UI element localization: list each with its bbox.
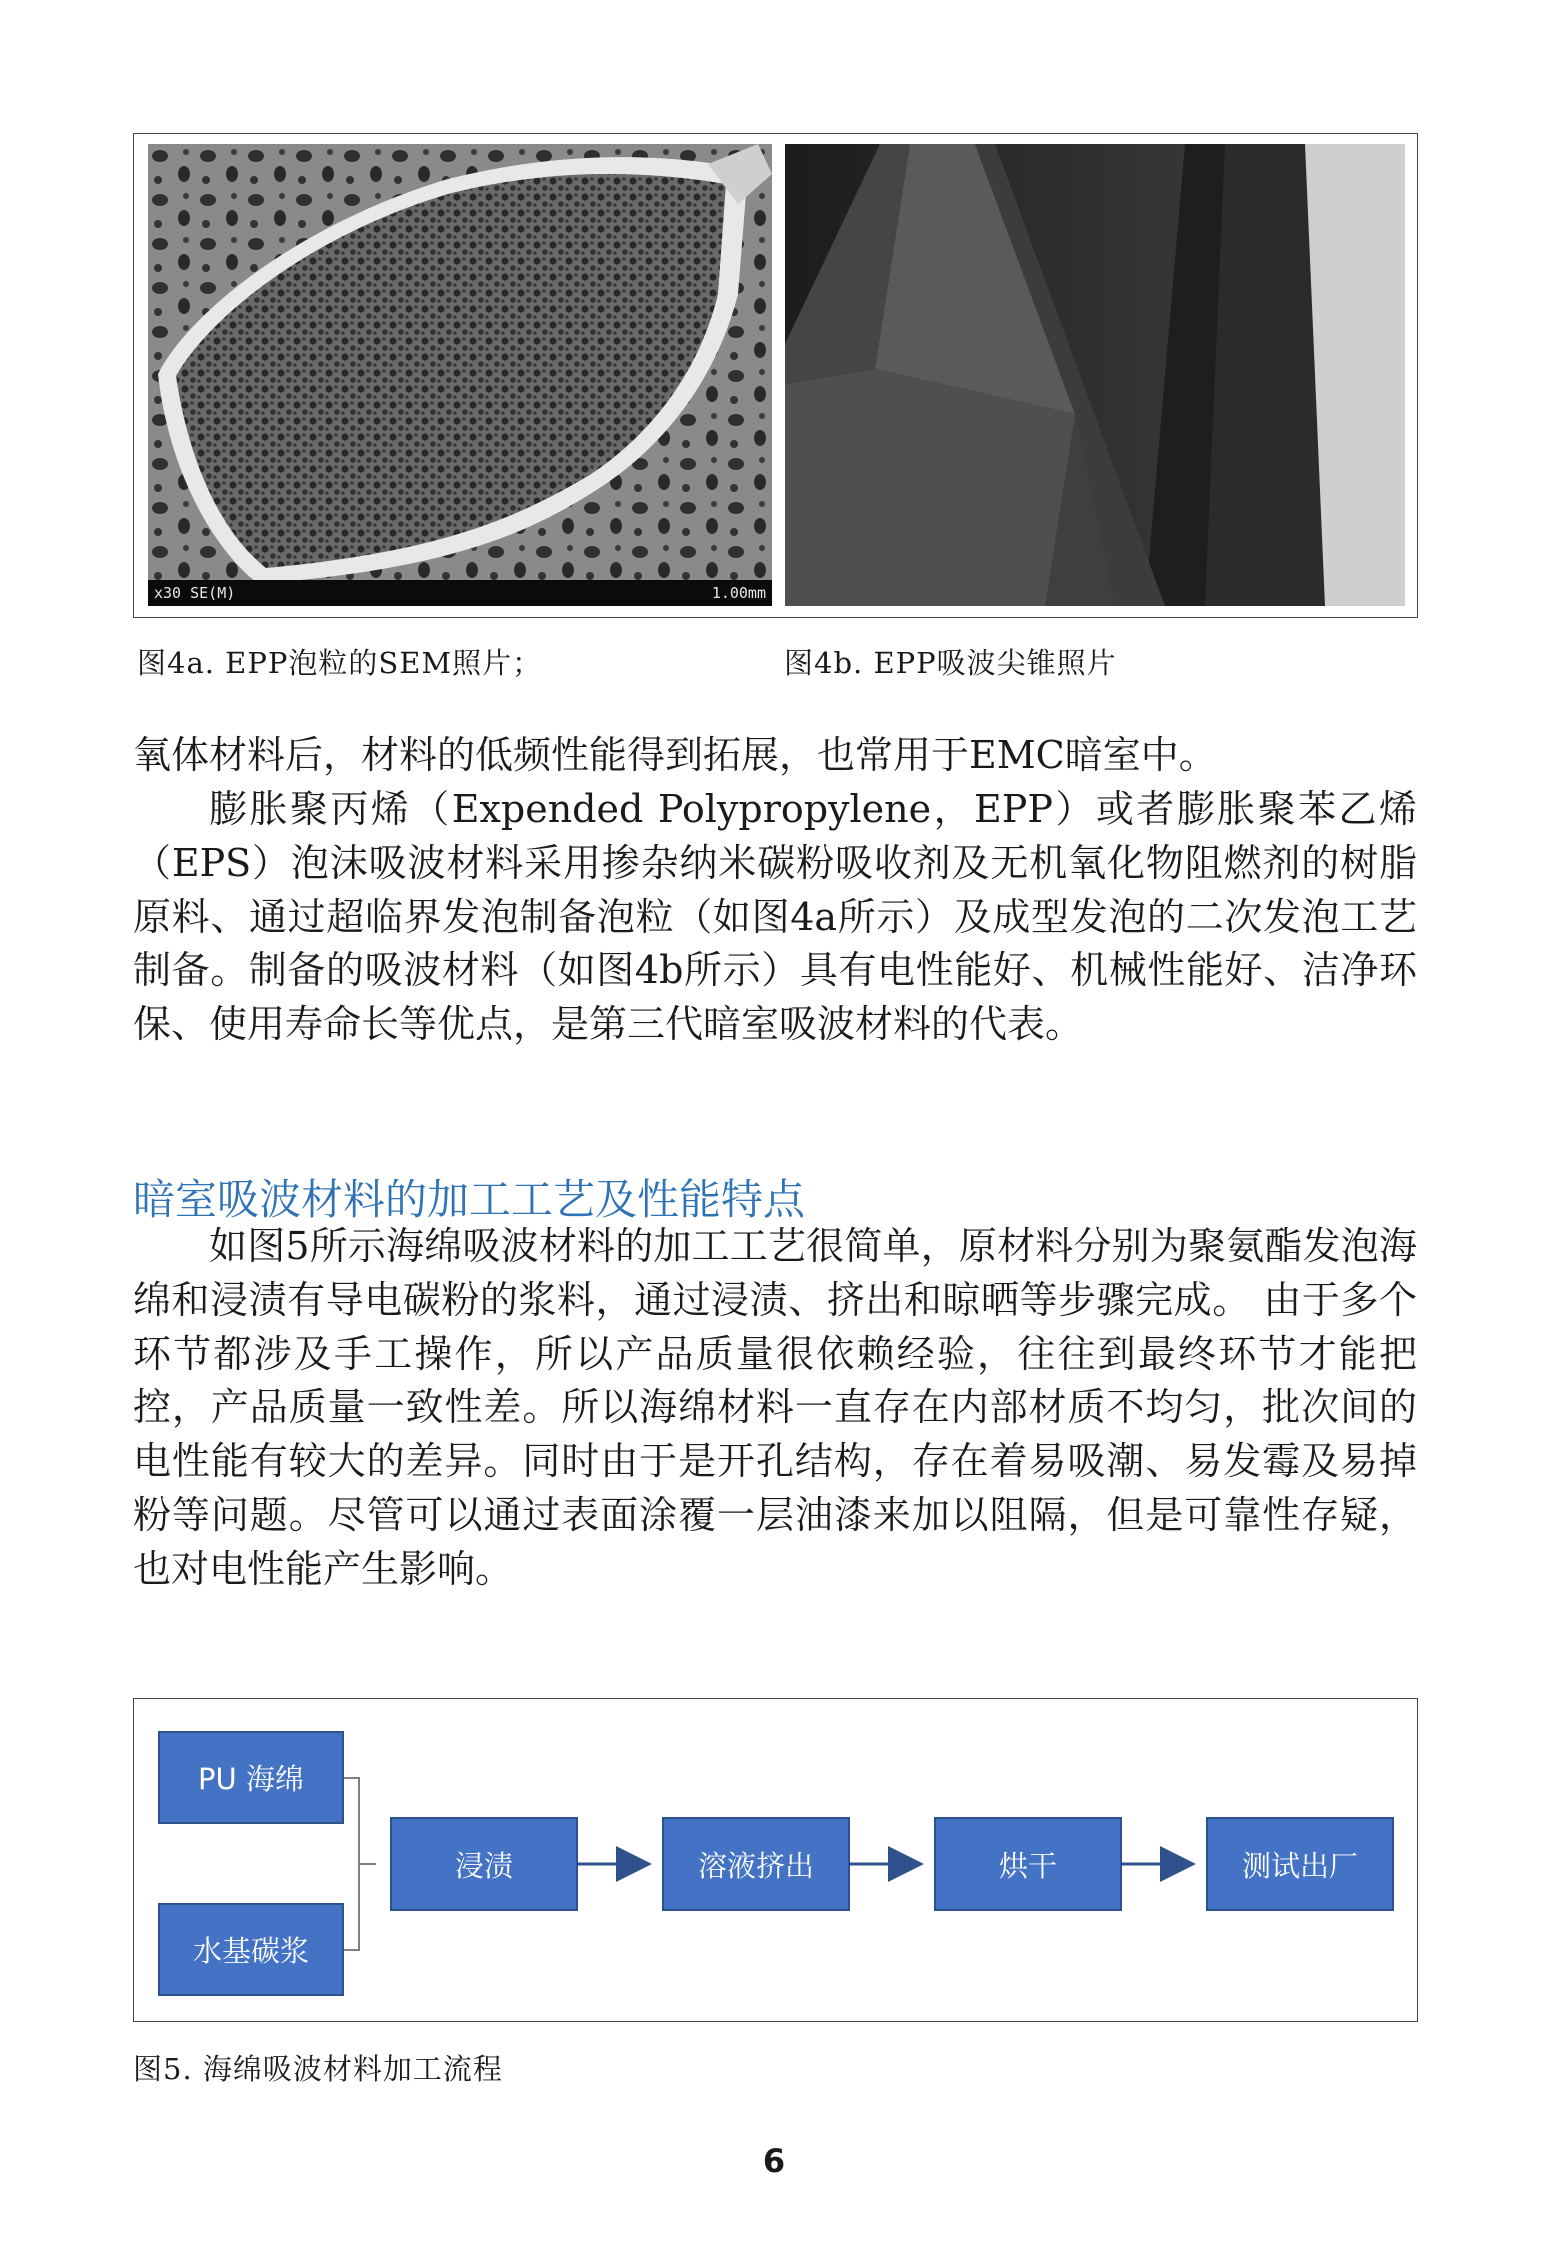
paragraph-sponge-process: 如图5所示海绵吸波材料的加工工艺很简单，原材料分别为聚氨酯发泡海绵和浸渍有导电碳粉的浆料，通过浸渍、挤出和晾晒等步骤完成。 由于多个环节都涉及手工操作，所以产品质量很依赖经验，往往到最终环节才能把控，产品质量一致性差。所以海绵材料一直存在内部材质不均匀，批次间的电性能有较大的差异。同时由于是开孔结构，存在着易吸潮、易发霉及易掉粉等问题。尽管可以通过表面涂覆一层油漆来加以阻隔，但是可靠性存疑，也对电性能产生影响。 (133, 1224, 1417, 1591)
cone-photo-image (785, 144, 1405, 606)
box-dry: 烘干 (934, 1817, 1122, 1911)
merge-bracket (344, 1778, 359, 1950)
box-test-ship: 测试出厂 (1206, 1817, 1394, 1911)
paragraph-epp: 膨胀聚丙烯（Expended Polypropylene，EPP）或者膨胀聚苯乙烯（EPS）泡沫吸波材料采用掺杂纳米碳粉吸收剂及无机氧化物阻燃剂的树脂原料、通过超临界发泡制备泡粒（如图4a所示）及成型发泡的二次发泡工艺制备。制备的吸波材料（如图4b所示）具有电性能好、机械性能好、洁净环保、使用寿命长等优点，是第三代暗室吸波材料的代表。 (133, 787, 1417, 1047)
box-impregnate: 浸渍 (390, 1817, 578, 1911)
box-carbon-slurry: 水基碳浆 (158, 1903, 344, 1996)
sem-magnification: x30 SE(M) (154, 584, 236, 602)
figure-5-flowchart (133, 1698, 1418, 2022)
figure-5-caption: 图5. 海绵吸波材料加工流程 (133, 2052, 503, 2086)
box-pu-sponge: PU 海绵 (158, 1731, 344, 1824)
sem-photo-image (148, 144, 772, 606)
sem-photo (148, 144, 772, 606)
section-heading: 暗室吸波材料的加工工艺及性能特点 (133, 1175, 806, 1224)
figure-4b-caption: 图4b. EPP吸波尖锥照片 (784, 646, 1117, 680)
sem-info-bar (148, 580, 772, 606)
figure-4a-caption: 图4a. EPP泡粒的SEM照片； (137, 646, 543, 680)
cone-photo (785, 144, 1405, 606)
box-extrude: 溶液挤出 (662, 1817, 850, 1911)
page-number: 6 (762, 2142, 786, 2180)
paragraph-continuation: 氧体材料后，材料的低频性能得到拓展，也常用于EMC暗室中。 (133, 733, 1217, 777)
sem-scale: 1.00mm (711, 584, 766, 602)
figure-4-frame (133, 133, 1418, 618)
